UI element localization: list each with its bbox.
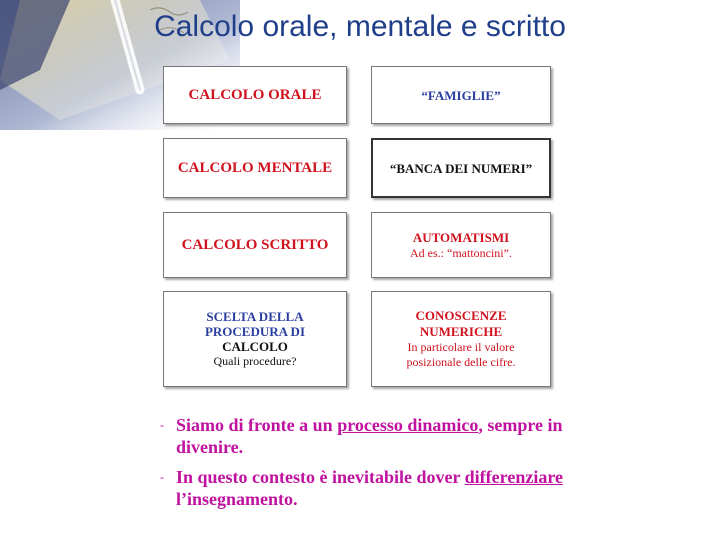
box-famiglie bbox=[371, 66, 551, 124]
bullet-text: l’insegnamento. bbox=[176, 489, 298, 509]
box-calcolo-scritto bbox=[163, 212, 347, 278]
bullet-text: , sempre in divenire. bbox=[176, 415, 563, 457]
box-label-line: PROCEDURA DI bbox=[204, 324, 306, 339]
box-label: “FAMIGLIE” bbox=[421, 87, 501, 103]
bullet-text: In questo contesto è inevitabile dover bbox=[176, 467, 465, 487]
box-label-line: CONOSCENZE bbox=[415, 308, 507, 323]
box-scelta-procedura bbox=[163, 291, 347, 387]
box-conoscenze-numeriche bbox=[371, 291, 551, 387]
box-note: Ad es.: “mattoncini”. bbox=[410, 245, 512, 260]
box-label: AUTOMATISMI bbox=[412, 229, 510, 245]
box-note: Quali procedure? bbox=[213, 354, 297, 368]
box-calcolo-mentale bbox=[163, 138, 347, 198]
box-note: posizionale delle cifre. bbox=[406, 355, 516, 369]
bullet-item bbox=[160, 414, 610, 458]
box-label-line: SCELTA DELLA bbox=[206, 309, 304, 324]
box-calcolo-orale bbox=[163, 66, 347, 124]
bullet-underlined-text: processo dinamico bbox=[337, 415, 479, 435]
box-label: CALCOLO SCRITTO bbox=[181, 237, 329, 253]
box-label: CALCOLO MENTALE bbox=[177, 160, 333, 176]
box-label: “BANCA DEI NUMERI” bbox=[389, 160, 533, 176]
box-automatismi bbox=[371, 212, 551, 278]
bullet-item bbox=[160, 466, 610, 510]
bullet-underlined-text: differenziare bbox=[464, 467, 563, 487]
box-banca-dei-numeri bbox=[371, 138, 551, 198]
slide-title: Calcolo orale, mentale e scritto bbox=[154, 10, 566, 43]
bullet-dash: - bbox=[160, 470, 164, 484]
box-label-line: NUMERICHE bbox=[419, 324, 503, 339]
box-label: CALCOLO ORALE bbox=[188, 87, 322, 103]
box-note: In particolare il valore bbox=[407, 340, 515, 354]
box-label-line: CALCOLO bbox=[222, 339, 288, 354]
bullet-list bbox=[160, 414, 610, 518]
bullet-dash: - bbox=[160, 418, 164, 432]
bullet-text: Siamo di fronte a un bbox=[176, 415, 338, 435]
